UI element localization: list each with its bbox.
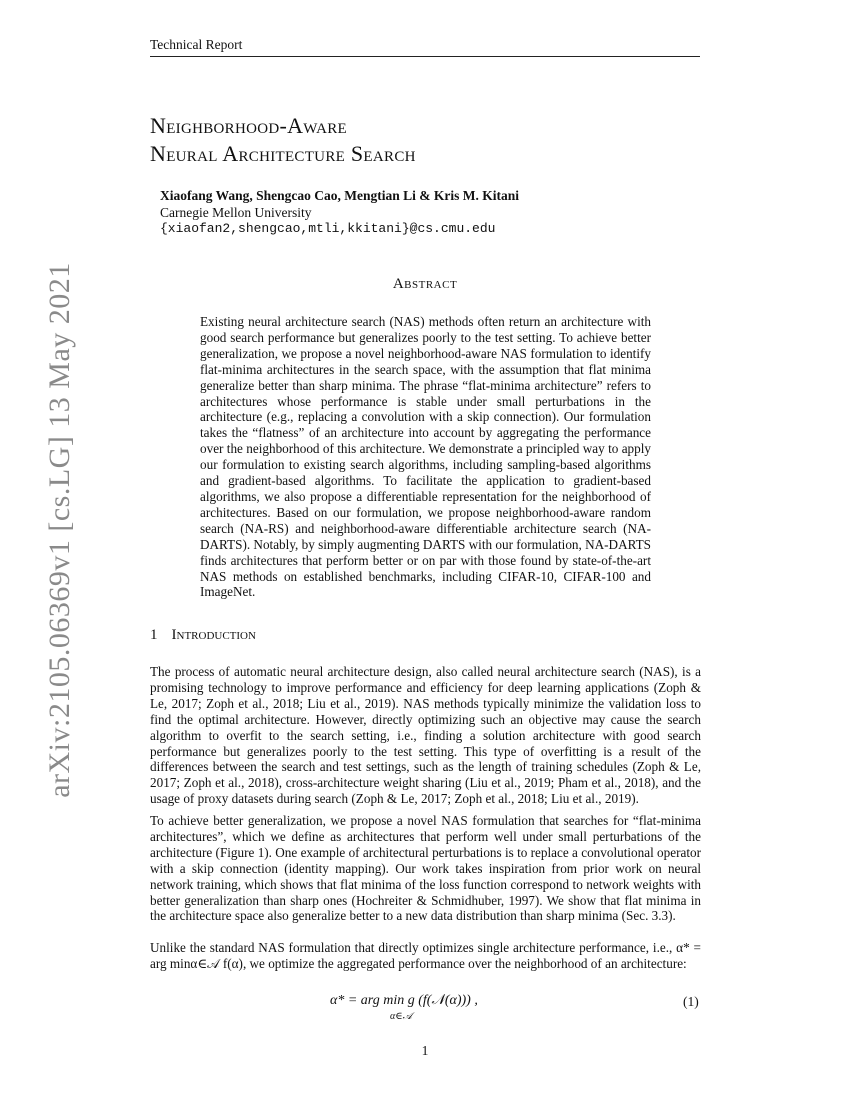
authors: Xiaofang Wang, Shengcao Cao, Mengtian Li & Kris M. Kitani xyxy=(160,188,520,203)
header-rule xyxy=(150,56,700,57)
equation-1-subscript: α∈𝒜 xyxy=(390,1011,413,1022)
section-number: 1 xyxy=(150,627,158,643)
title-line-1: Neighborhood-Aware xyxy=(150,113,347,138)
affiliation: Carnegie Mellon University xyxy=(160,205,312,220)
arxiv-stamp-text: arXiv:2105.06369v1 [cs.LG] 13 May 2021 xyxy=(43,262,76,798)
title-line-2: Neural Architecture Search xyxy=(150,141,416,166)
intro-paragraph-3: Unlike the standard NAS formulation that directly optimizes single architecture performance, i.e., α* = arg minα∈𝒜 f(α), we optimize the aggregated performance over the neighborhood of an architecture: xyxy=(150,940,701,971)
abstract-heading: Abstract xyxy=(392,276,458,292)
intro-paragraph-2: To achieve better generalization, we propose a novel NAS formulation that searches for “flat-minima architectures”, which we define as architectures that perform well under small perturbations of the architecture (Figure 1). One example of architectural perturbations is to replace a convolutional operator with a skip connection (identity mapping). Our work takes inspiration from prior work on neural network training, which shows that flat minima of the loss function correspond to network weights with better generalization than sharp ones (Hochreiter & Schmidhuber, 1997). We show that flat minima in the architecture space also generalize better to a new data distribution than sharp minima (Sec. 3.3). xyxy=(150,813,701,924)
abstract-text: Existing neural architecture search (NAS) methods often return an architecture with good search performance but generalizes poorly to the test setting. To achieve better generalization, we propose a novel neighborhood-aware NAS formulation to identify flat-minima architectures in the search space, with the assumption that flat minima generalize better than sharp minima. The phrase “flat-minima architecture” refers to architectures whose performance is stable under small perturbations in the architecture (e.g., replacing a convolution with a skip connection). Our formulation takes the “flatness” of an architecture into account by aggregating the performance over the neighborhood of this architecture. We demonstrate a principled way to apply our formulation to existing search algorithms, including sampling-based algorithms and gradient-based algorithms. To facilitate the application to gradient-based algorithms, we also propose a differentiable representation for the neighborhood of architectures. Based on our formulation, we propose neighborhood-aware random search (NA-RS) and neighborhood-aware differentiable architecture search (NA-DARTS). Notably, by simply augmenting DARTS with our formulation, NA-DARTS finds architectures that perform better or on par with those found by state-of-the-art NAS methods on established benchmarks, including CIFAR-10, CIFAR-100 and ImageNet. xyxy=(200,314,651,600)
section-heading xyxy=(150,627,256,644)
equation-number: (1) xyxy=(683,994,699,1009)
page-number: 1 xyxy=(421,1043,429,1058)
equation-1: α* = arg min g (f(𝒩(α))) , xyxy=(330,993,478,1008)
intro-paragraph-1: The process of automatic neural architecture design, also called neural architecture search (NAS), is a promising technology to improve performance and efficiency for deep learning applications (Zoph & Le, 2017; Zoph et al., 2018; Liu et al., 2019). NAS methods typically minimize the validation loss to find the optimal architecture. However, directly optimizing such an objective may cause the search algorithm to overfit to the search setting, i.e., finding a solution architecture with good search performance but generalizes poorly to the test setting. This type of overfitting is a result of the differences between the search and test settings, such as the length of training schedules (Zoph & Le, 2017; Zoph et al., 2018), cross-architecture weight sharing (Liu et al., 2019; Pham et al., 2018), and the usage of proxy datasets during search (Zoph & Le, 2017; Zoph et al., 2018; Liu et al., 2019). xyxy=(150,664,701,807)
running-header: Technical Report xyxy=(150,37,243,52)
author-emails: {xiaofan2,shengcao,mtli,kkitani}@cs.cmu.edu xyxy=(160,221,496,236)
paper-title xyxy=(150,112,416,168)
section-title: Introduction xyxy=(171,627,256,643)
